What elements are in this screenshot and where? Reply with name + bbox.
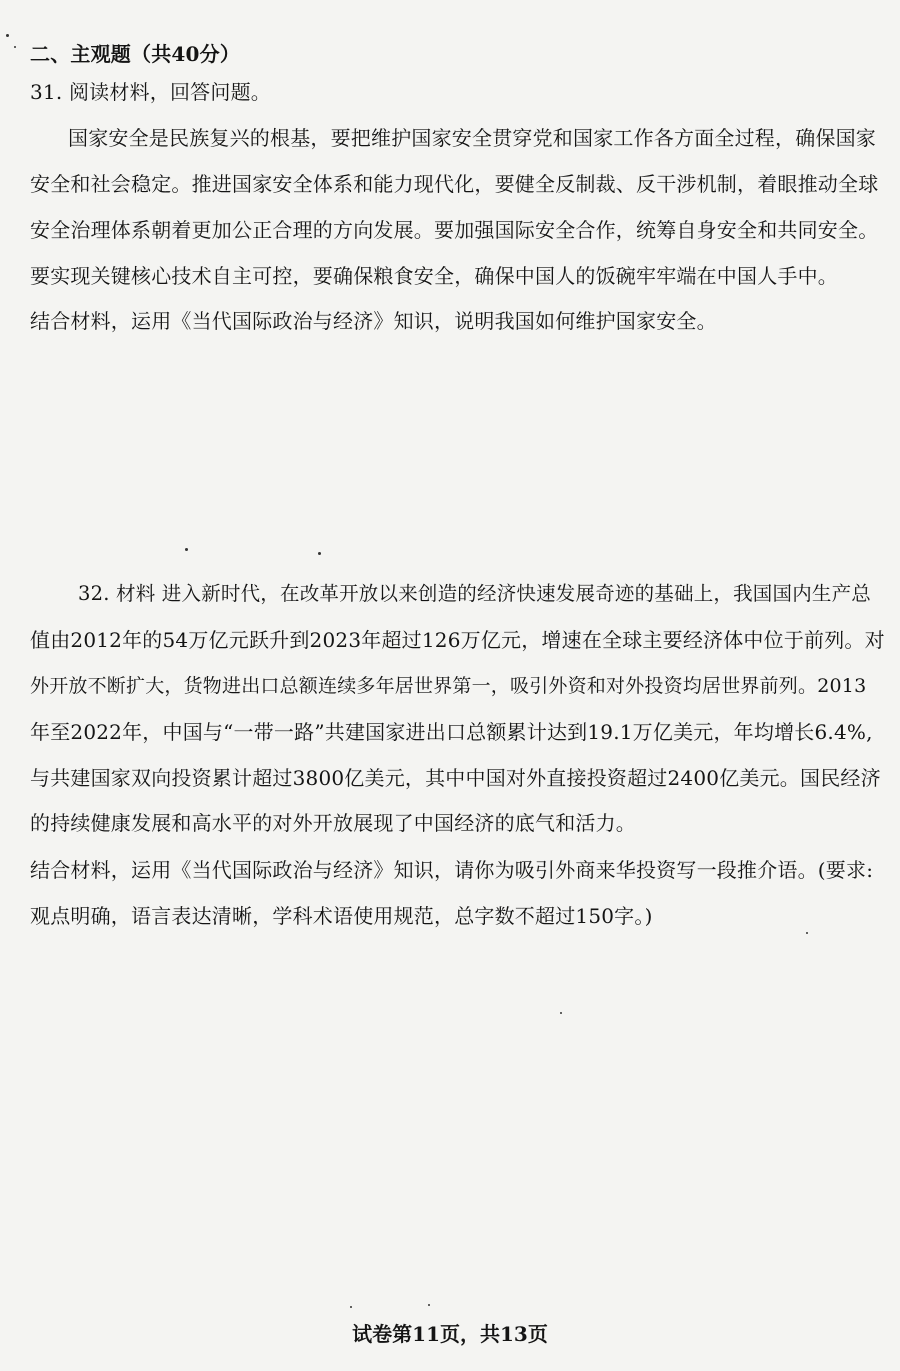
scan-speck (6, 34, 9, 37)
scan-speck (560, 1012, 562, 1014)
scan-speck (318, 552, 321, 555)
q31-material-line: 要实现关键核心技术自主可控，要确保粮食安全，确保中国人的饭碗牢牢端在中国人手中。 (30, 264, 838, 288)
q32-material-line: 值由2012年的54万亿元跃升到2023年超过126万亿元，增速在全球主要经济体中位于前列。对 (30, 628, 885, 652)
q31-material-line: 国家安全是民族复兴的根基，要把维护国家安全贯穿党和国家工作各方面全过程，确保国家 (68, 126, 876, 150)
page-footer: 试卷第11页，共13页 (352, 1322, 548, 1346)
q32-question-line: 结合材料，运用《当代国际政治与经济》知识，请你为吸引外商来华投资写一段推介语。(要求: (30, 858, 874, 882)
q32-material-line: 的持续健康发展和高水平的对外开放展现了中国经济的底气和活力。 (30, 811, 636, 835)
scan-speck (185, 548, 188, 551)
scan-speck (14, 46, 16, 48)
q32-material-line: 32. 材料 进入新时代，在改革开放以来创造的经济快速发展奇迹的基础上，我国国内生产总 (78, 582, 872, 605)
q32-material-line: 与共建国家双向投资累计超过3800亿美元，其中中国对外直接投资超过2400亿美元。国民经济 (30, 766, 881, 790)
q31-material-line: 安全治理体系朝着更加公正合理的方向发展。要加强国际安全合作，统筹自身安全和共同安全。 (30, 218, 879, 242)
scan-speck (428, 1304, 430, 1306)
q32-question-line: 观点明确，语言表达清晰，学科术语使用规范，总字数不超过150字。) (30, 904, 653, 928)
q31-material-line: 安全和社会稳定。推进国家安全体系和能力现代化，要健全反制裁、反干涉机制，着眼推动全球 (30, 172, 879, 196)
scan-speck (350, 1306, 352, 1308)
q31-title: 31. 阅读材料，回答问题。 (30, 80, 271, 104)
section-heading: 二、主观题（共40分） (30, 42, 241, 66)
q32-material-line: 外开放不断扩大，货物进出口总额连续多年居世界第一，吸引外资和对外投资均居世界前列。2013 (30, 675, 867, 697)
q32-material-line: 年至2022年，中国与“一带一路”共建国家进出口总额累计达到19.1万亿美元，年均增长6.4%, (30, 720, 873, 744)
q31-question: 结合材料，运用《当代国际政治与经济》知识，说明我国如何维护国家安全。 (30, 309, 717, 333)
scan-speck (806, 932, 808, 934)
